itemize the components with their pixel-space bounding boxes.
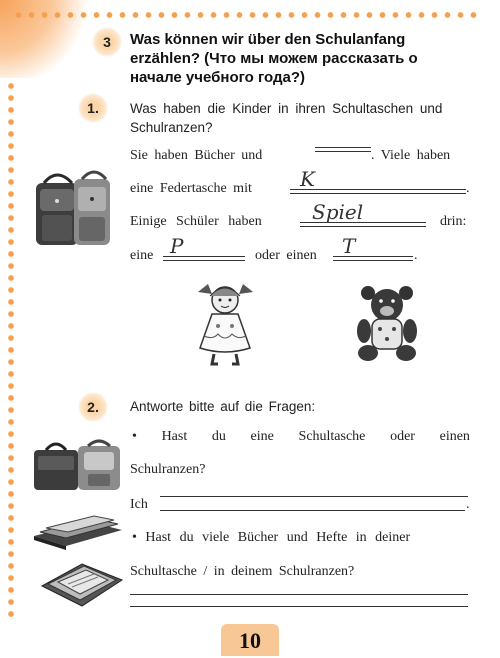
q1-word: oder <box>390 429 415 444</box>
task-2-question-2-line2: Schultasche / in deinem Schulranzen? <box>130 564 355 579</box>
task-1-number: 1. <box>78 93 108 123</box>
task-1-line1-text-end: . Viele haben <box>371 148 451 163</box>
doll-illustration <box>188 278 263 368</box>
notebooks-illustration <box>38 556 126 614</box>
schoolbag-illustration <box>28 436 126 504</box>
task-1-line1-text: Sie haben Bücher und <box>130 148 263 163</box>
task-1-line3-end: drin: <box>440 214 467 229</box>
blank-line4a[interactable] <box>163 256 245 261</box>
task-1-line2-text: eine Federtasche mit <box>130 181 252 196</box>
backpack-illustration <box>22 165 122 260</box>
answer-period: . <box>466 497 470 512</box>
task-1-line3-text: Einige Schüler haben <box>130 214 262 229</box>
hint-p: P <box>170 234 184 258</box>
hint-spiel: Spiel <box>312 200 364 224</box>
answer-start-ich: Ich <box>130 497 148 512</box>
blank-line2[interactable] <box>290 189 466 194</box>
task-2-question-1-line2: Schulranzen? <box>130 462 206 477</box>
answer-line-1a[interactable] <box>160 496 468 497</box>
task-1-line4-period: . <box>414 248 418 263</box>
left-dotted-border <box>8 80 14 620</box>
q1-word: Schultasche <box>298 429 366 444</box>
q1-word: einen <box>439 429 470 444</box>
top-dotted-border <box>12 12 482 18</box>
q1-word: eine <box>250 429 274 444</box>
task-1-line4-eine: eine <box>130 248 154 263</box>
blank-line3[interactable] <box>300 222 426 227</box>
hint-k: K <box>300 167 315 191</box>
task-2-number: 2. <box>78 392 108 422</box>
q1-word: Hast <box>161 429 188 444</box>
exercise-number: 3 <box>92 27 122 57</box>
blank-line4b[interactable] <box>333 256 413 261</box>
page-number: 10 <box>221 624 279 656</box>
answer-line-2a[interactable] <box>130 594 468 595</box>
books-illustration <box>30 508 126 553</box>
answer-line-1b[interactable] <box>160 510 465 511</box>
q1-word: du <box>211 429 226 444</box>
task-2-question-1 <box>132 429 470 445</box>
hint-t: T <box>342 234 356 258</box>
task-2-instruction: Antworte bitte auf die Fragen: <box>130 399 316 414</box>
q1-word: • <box>132 429 137 444</box>
teddy-bear-illustration <box>352 283 422 363</box>
exercise-title: Was können wir über den Schulanfang erzählen? (Что мы можем рассказать о начале учебного года?) <box>130 31 418 86</box>
answer-line-2b[interactable] <box>130 606 468 607</box>
task-2-question-2: • Hast du viele Bücher und Hefte in deiner <box>132 530 411 545</box>
blank-line1[interactable] <box>315 147 371 152</box>
task-1-line2-period: . <box>466 181 470 196</box>
task-1-line4-oder: oder einen <box>255 248 317 263</box>
task-1-instruction: Was haben die Kinder in ihren Schultaschen und Schulranzen? <box>130 101 443 135</box>
